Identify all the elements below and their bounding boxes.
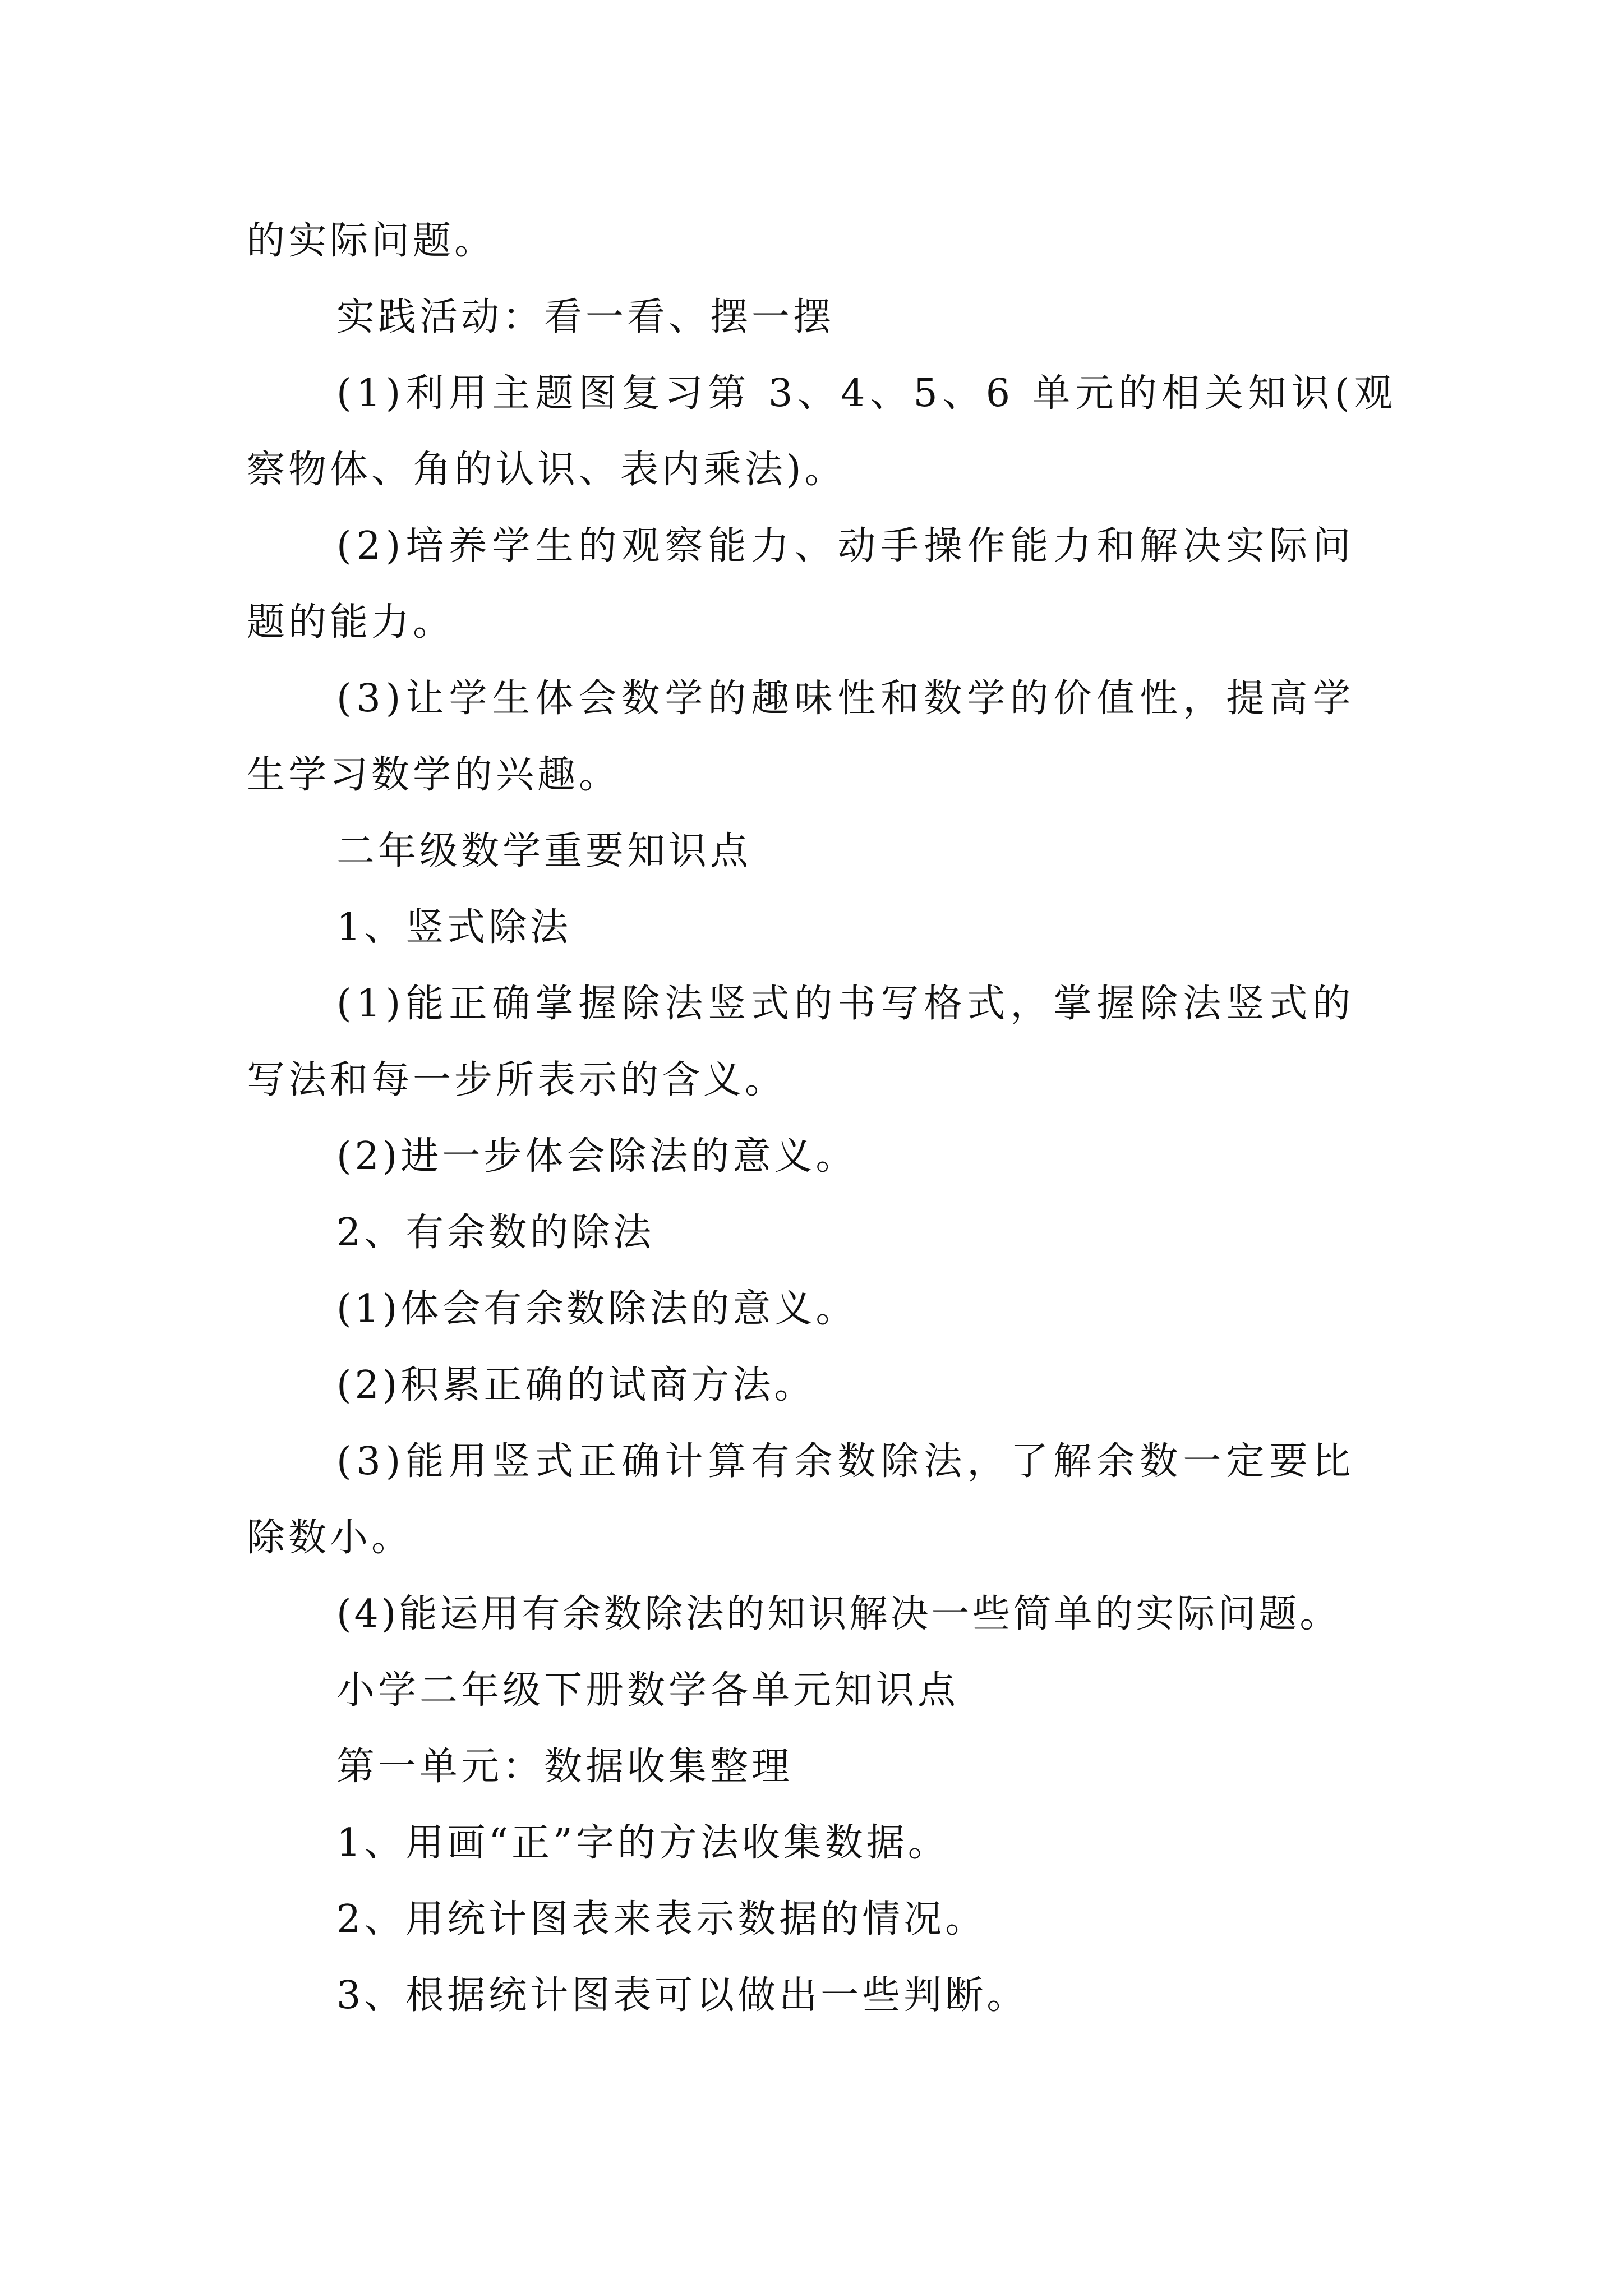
text-line: 的实际问题。 [247, 219, 496, 263]
subsection-heading: 第一单元：数据收集整理 [336, 1745, 794, 1789]
text-line: (2)积累正确的试商方法。 [336, 1363, 816, 1407]
text-line: (3)能用竖式正确计算有余数除法，了解余数一定要比 [336, 1439, 1356, 1484]
subsection-heading: 1、竖式除法 [336, 905, 572, 950]
text-line: (4)能运用有余数除法的知识解决一些简单的实际问题。 [336, 1592, 1341, 1636]
text-line: 除数小。 [247, 1516, 413, 1560]
text-line: (1)利用主题图复习第 3、4、5、6 单元的相关知识(观 [336, 371, 1398, 416]
text-line: 1、用画“正”字的方法收集数据。 [336, 1821, 949, 1865]
text-line: 题的能力。 [247, 600, 455, 645]
text-line: 写法和每一步所表示的含义。 [247, 1058, 787, 1102]
subsection-heading: 2、有余数的除法 [336, 1211, 655, 1255]
text-line: (3)让学生体会数学的趣味性和数学的价值性，提高学 [336, 677, 1356, 721]
text-line: 察物体、角的认识、表内乘法)。 [247, 448, 846, 492]
section-heading: 二年级数学重要知识点 [336, 829, 752, 873]
text-line: 2、用统计图表来表示数据的情况。 [336, 1897, 987, 1941]
text-line: (1)体会有余数除法的意义。 [336, 1287, 857, 1331]
section-heading: 小学二年级下册数学各单元知识点 [336, 1668, 960, 1713]
text-line: (2)进一步体会除法的意义。 [336, 1134, 857, 1179]
text-line: 生学习数学的兴趣。 [247, 753, 621, 797]
text-line: 3、根据统计图表可以做出一些判断。 [336, 1973, 1029, 2018]
text-line: (1)能正确掌握除法竖式的书写格式，掌握除法竖式的 [336, 982, 1356, 1026]
text-line: 实践活动：看一看、摆一摆 [336, 295, 835, 339]
text-line: (2)培养学生的观察能力、动手操作能力和解决实际问 [336, 524, 1356, 568]
